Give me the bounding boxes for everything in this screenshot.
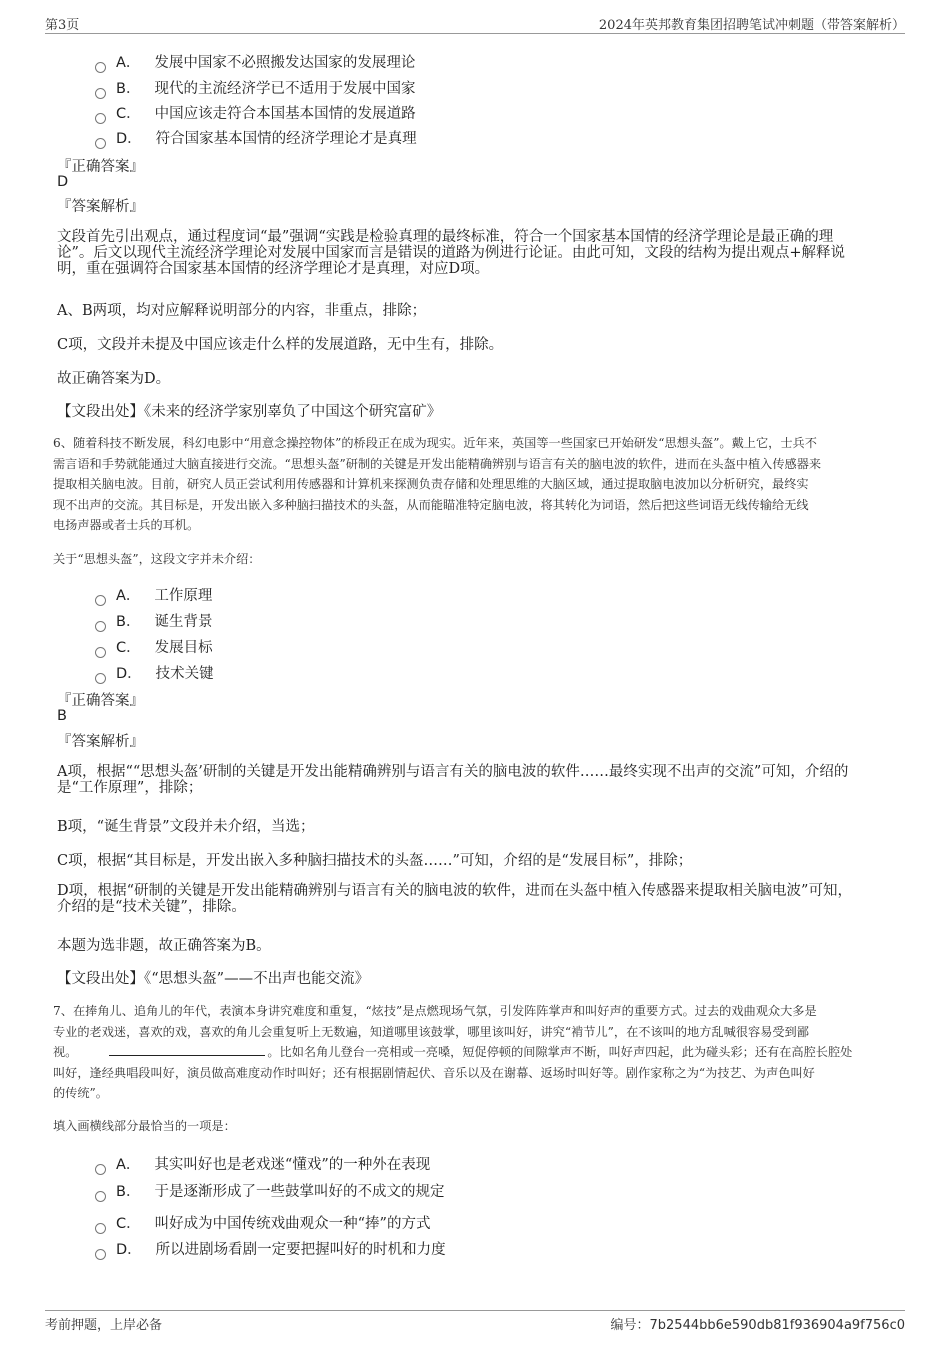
q7-option-c[interactable]: C． 叫好成为中国传统戏曲观众一种“捧”的方式 — [95, 1212, 430, 1233]
radio-icon[interactable] — [95, 595, 106, 606]
analysis-label: 『答案解析』 — [57, 734, 144, 750]
question-stem: 7、在捧角儿、追角儿的年代，表演本身讲究难度和重复，“炫技”是点燃现场气氛，引发阵阵掌声和叫好声的重要方式。过去的戏曲观众大多是 专业的老戏迷，喜欢的戏，喜欢的角儿会重复听上无数遍，知道哪里该鼓掌，哪里该叫好，讲究“褃节儿”，在不该叫的地方乱喊很容易受到鄙 视。 。比如名角儿登台一亮相或一亮嗓，短促停顿的间隙掌声不断，叫好声四起，此为碰头彩；还有在高腔长腔处 叫好，逢经典唱段叫好，演员做高难度动作时叫好；还有根据剧情起伏、音乐以及在谢幕、返场时叫好等。剧作家称之为“为技艺、为声色叫好 的传统”。 — [53, 1004, 853, 1100]
analysis-line: C项，根据“其目标是，开发出嵌入多种脑扫描技术的头盔……”可知，介绍的是“发展目标”，排除； — [57, 853, 693, 869]
source-line: 【文段出处】《未来的经济学家别辜负了中国这个研究富矿》 — [57, 404, 442, 420]
radio-icon[interactable] — [95, 1223, 106, 1234]
answer-value: B — [57, 708, 67, 724]
q7-option-d[interactable]: D． 所以进剧场看剧一定要把握叫好的时机和力度 — [95, 1238, 446, 1259]
footer-slogan: 考前押题，上岸必备 — [45, 1318, 163, 1333]
q5-option-d[interactable]: D． 符合国家基本国情的经济学理论才是真理 — [95, 127, 417, 148]
q6-option-a[interactable]: A． 工作原理 — [95, 584, 212, 605]
q5-option-a[interactable]: A． 发展中国家不必照搬发达国家的发展理论 — [95, 51, 415, 72]
radio-icon[interactable] — [95, 647, 106, 658]
question-prompt: 填入画横线部分最恰当的一项是： — [53, 1119, 236, 1133]
radio-icon[interactable] — [95, 1249, 106, 1260]
source-line: 【文段出处】《“思想头盔”——不出声也能交流》 — [57, 971, 370, 987]
page-number: 第3页 — [45, 18, 80, 33]
radio-icon[interactable] — [95, 673, 106, 684]
q5-option-c[interactable]: C． 中国应该走符合本国基本国情的发展道路 — [95, 102, 416, 123]
header-divider — [45, 33, 905, 34]
analysis-line: 本题为选非题，故正确答案为B。 — [57, 938, 271, 954]
radio-icon[interactable] — [95, 62, 106, 73]
footer-code: 编号：7b2544bb6e590db81f936904a9f756c0 — [610, 1318, 905, 1333]
analysis-paragraph: D项，根据“研制的关键是开发出能精确辨别与语言有关的脑电波的软件，进而在头盔中植入传感器来提取相关脑电波”可知， 介绍的是“技术关键”，排除。 — [57, 883, 852, 915]
analysis-line: B项，“诞生背景”文段并未介绍，当选； — [57, 819, 315, 835]
analysis-line: 故正确答案为D。 — [57, 371, 171, 387]
analysis-line: A、B两项，均对应解释说明部分的内容，非重点，排除； — [57, 303, 427, 319]
answer-label: 『正确答案』 — [57, 159, 144, 175]
q6-option-c[interactable]: C． 发展目标 — [95, 636, 213, 657]
document-title: 2024年英邦教育集团招聘笔试冲刺题（带答案解析） — [598, 18, 905, 33]
q7-option-a[interactable]: A． 其实叫好也是老戏迷“懂戏”的一种外在表现 — [95, 1153, 430, 1174]
q5-option-b[interactable]: B． 现代的主流经济学已不适用于发展中国家 — [95, 77, 415, 98]
q7-option-b[interactable]: B． 于是逐渐形成了一些鼓掌叫好的不成文的规定 — [95, 1180, 444, 1201]
q6-option-d[interactable]: D． 技术关键 — [95, 662, 214, 683]
radio-icon[interactable] — [95, 113, 106, 124]
footer-divider — [45, 1310, 905, 1311]
radio-icon[interactable] — [95, 1191, 106, 1202]
question-prompt: 关于“思想头盔”，这段文字并未介绍： — [53, 552, 261, 566]
radio-icon[interactable] — [95, 138, 106, 149]
analysis-line: C项，文段并未提及中国应该走什么样的发展道路，无中生有，排除。 — [57, 337, 504, 353]
radio-icon[interactable] — [95, 88, 106, 99]
fill-blank[interactable] — [109, 1044, 265, 1056]
analysis-paragraph: 文段首先引出观点，通过程度词“最”强调“实践是检验真理的最终标准，符合一个国家基本国情的经济学理论是最正确的理 论”。后文以现代主流经济学理论对发展中国家而言是错误的道路为例进行论证。由此可知，文段的结构为提出观点+解释说 明，重在强调符合国家基本国情的经济学理论才是真理，对应D项。 — [57, 229, 846, 277]
analysis-paragraph: A项，根据““思想头盔’研制的关键是开发出能精确辨别与语言有关的脑电波的软件……最终实现不出声的交流”可知，介绍的 是“工作原理”，排除； — [57, 764, 849, 796]
question-stem: 6、随着科技不断发展，科幻电影中“用意念操控物体”的桥段正在成为现实。近年来，英国等一些国家已开始研发“思想头盔”。戴上它，士兵不 需言语和手势就能通过大脑直接进行交流。“思想头盔”研制的关键是开发出能精确辨别与语言有关的脑电波的软件，进而在头盔中植入传感器来 提取相关脑电波。目前，研究人员正尝试利用传感器和计算机来探测负责存储和处理思维的大脑区域，通过提取脑电波加以分析研究，最终实 现不出声的交流。其目标是，开发出嵌入多种脑扫描技术的头盔，从而能瞄准特定脑电波，将其转化为词语，然后把这些词语无线传输给无线 电扬声器或者士兵的耳机。 — [53, 436, 822, 532]
analysis-label: 『答案解析』 — [57, 199, 144, 215]
answer-value: D — [57, 174, 69, 190]
radio-icon[interactable] — [95, 1164, 106, 1175]
radio-icon[interactable] — [95, 621, 106, 632]
answer-label: 『正确答案』 — [57, 693, 144, 709]
q6-option-b[interactable]: B． 诞生背景 — [95, 610, 212, 631]
